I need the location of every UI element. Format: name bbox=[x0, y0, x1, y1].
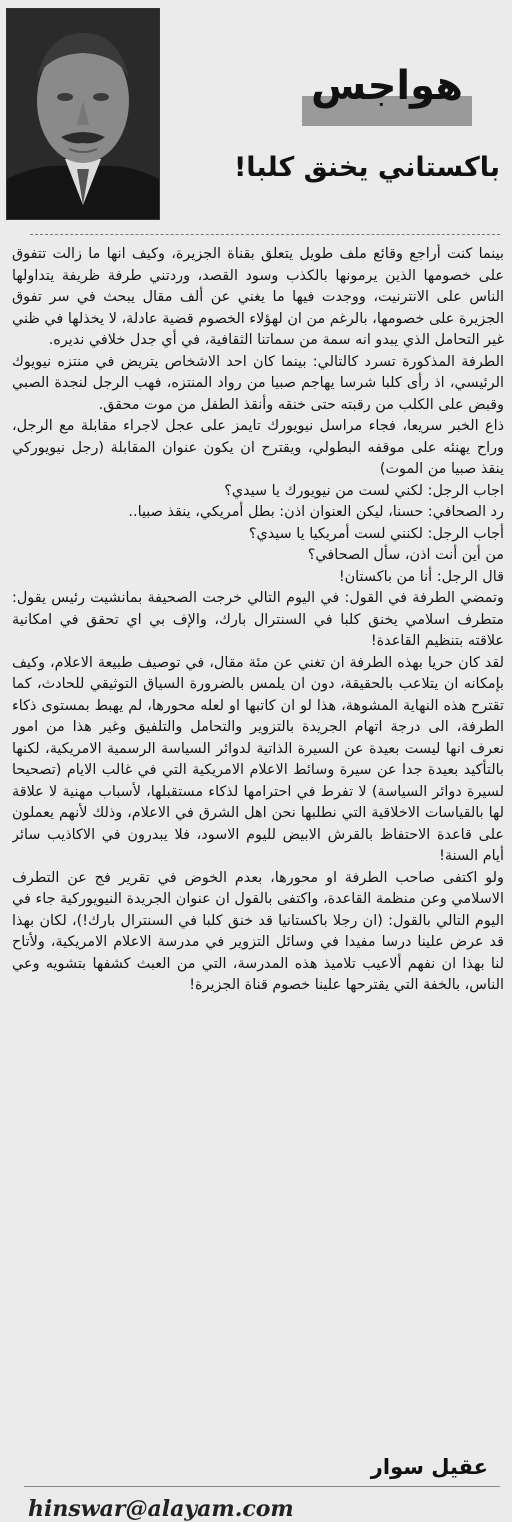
article-headline: باكستاني يخنق كلبا! bbox=[233, 152, 500, 183]
author-divider bbox=[24, 1486, 500, 1487]
article-body bbox=[12, 244, 504, 1449]
article-paragraph: ولو اكتفى صاحب الطرفة او محورها، بعدم الخوض في تقرير فج عن التطرف الاسلامي وعن منظمة القاعدة، واكتفى بالقول ان عنوان الجريدة النيويوركية جاء في اليوم التالي بالقول: (ان رجلا باكستانيا قد خنق كلبا في السنترال بارك!)، لكان بهذا قد عرض علينا درسا مفيدا في وسائل التزوير في مدرسة الاعلام الامريكية، ولأتاح لنا بهذا ان نفهم ألاعيب تلاميذ هذه المدرسة، التي من العبث كشفها بتشويه وعي الناس، بالخفة التي يقترحها علينا خصوم قناة الجزيرة! bbox=[12, 869, 504, 993]
article-paragraph: قال الرجل: أنا من باكستان! bbox=[338, 568, 504, 585]
author-email: hinswar@alayam.com bbox=[28, 1496, 294, 1522]
header-divider bbox=[30, 234, 500, 235]
author-name: عقيل سوار bbox=[370, 1455, 488, 1479]
column-title bbox=[302, 60, 472, 126]
article-paragraph: وتمضي الطرفة في القول: في اليوم التالي خرجت الصحيفة بمانشيت رئيس يقول: متطرف اسلامي يخنق كلبا في السنترال بارك، والإف بي اي تحقق في امكانية علاقته بتنظيم القاعدة! bbox=[12, 590, 504, 649]
article-paragraph: ذاع الخبر سريعا، فجاء مراسل نيويورك تايمز على عجل لاجراء مقابلة مع الرجل، وراح يهنئه على موقفه البطولي، ويقترح ان يكون عنوان المقابلة (رجل نيويوركي ينقذ صبيا من الموت) bbox=[12, 418, 504, 477]
column-title-text: هواجس bbox=[311, 63, 463, 109]
article-paragraph: اجاب الرجل: لكني لست من نيويورك يا سيدي؟ bbox=[224, 482, 504, 499]
article-paragraph: الطرفة المذكورة تسرد كالتالي: بينما كان احد الاشخاص يتريض في منتزه نيويوك الرئيسي، اذ رأى كلبا شرسا يهاجم صبيا من رواد المنتزه، فهب الرجل لنجدة الصبي وقبض على الكلب من رقبته حتى خنقه وأنقذ الطفل من موت محقق. bbox=[12, 353, 504, 413]
author-photo bbox=[6, 8, 160, 220]
article-paragraph: رد الصحافي: حسنا، ليكن العنوان اذن: بطل أمريكي، ينقذ صبيا.. bbox=[128, 504, 504, 520]
article-paragraph: بينما كنت أراجع وقائع ملف طويل يتعلق بقناة الجزيرة، وكيف انها ما زالت تتفوق على خصومها الذين يرمونها بالكذب وسود القصد، وردتني طرفة ظريفة يتداولها الناس على الانترنيت، ووجدت فيها ما يغني عن ألف مقال يبحث في سر تفوق الجزيرة على خصومها، بالرغم من ان لهؤلاء الخصوم قضية عادلة، لا يخذلها في ظني غير التحامل الذي يبدو انه سمة من سماتنا الثقافية، في أي جدل خلافي نديره. bbox=[12, 246, 504, 348]
column-header bbox=[0, 0, 512, 232]
article-paragraph: من أين أنت اذن، سأل الصحافي؟ bbox=[307, 547, 504, 563]
author-portrait-image bbox=[7, 9, 159, 219]
article-paragraph: أجاب الرجل: لكنني لست أمريكيا يا سيدي؟ bbox=[248, 525, 504, 542]
article-paragraph: لقد كان حريا بهذه الطرفة ان تغني عن مئة مقال، في توصيف طبيعة الاعلام، وكيف بإمكانه ان يتلاعب بالحقيقة، دون ان يلمس بالضرورة السياق التوثيقي للحادث، كما تقترح هذه النهاية المشوهة، هذا لو ان كاتبها او لعله محورها، لم يهبط بمستوى ذكاء الطرفة، الى درجة اتهام الجريدة بالتزوير والتحامل والتلفيق وغير هذا من امور نعرف انها ليست بعيدة عن السيرة الذاتية لدوائر السياسة الرسمية الامريكية، لكنها بالتأكيد بعيدة جدا عن سيرة وسائط الاعلام الامريكية التي في غالب الايام (تصحيحا لسيرة دوائر السياسة) لا تفرط في احترامها لذكاء مستقبلها، لأسباب مهنية لا علاقة لها بالقياسات الاخلاقية التي نطلبها نحن اهل الشرق في الاعلام، وذلك لأنهم يعملون على قاعدة الاحتفاظ بالقرش الابيض لليوم الاسود، فلا يبدرون في الاكاذيب سائر أيام السنة! bbox=[12, 654, 504, 864]
